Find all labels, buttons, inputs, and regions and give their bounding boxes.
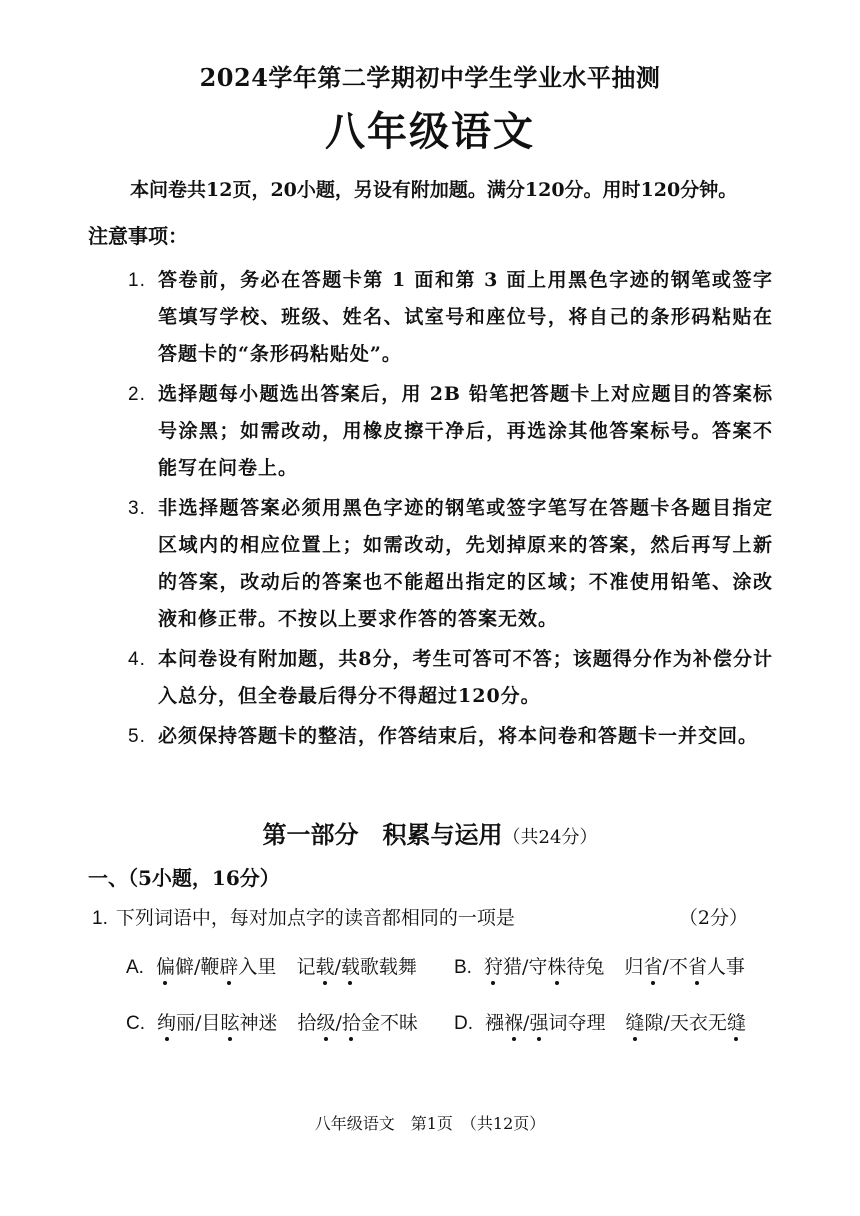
note-number: 5. <box>128 726 146 747</box>
dotted-char: 级 <box>316 1012 336 1034</box>
note-item <box>128 376 773 487</box>
option-a <box>126 952 417 979</box>
word-char: 词 <box>548 1012 568 1034</box>
slash: / <box>193 956 201 978</box>
page-title: 八年级语文 <box>325 108 535 155</box>
word-char: 隙 <box>644 1012 664 1034</box>
word-rest: 载舞 <box>378 956 417 978</box>
word-char: 记 <box>296 956 316 978</box>
section-score: （共24分） <box>502 827 598 848</box>
dotted-char: 省 <box>643 956 663 978</box>
dotted-char: 缝 <box>726 1012 746 1034</box>
slash: / <box>334 956 341 978</box>
word-char: 丽 <box>176 1012 196 1034</box>
dotted-char: 偏 <box>155 956 175 978</box>
exam-name: 2024学年第二学期初中学生学业水平抽测 <box>199 63 661 92</box>
option-d <box>454 1008 746 1035</box>
dotted-char: 载 <box>315 956 335 978</box>
note-number: 4. <box>128 649 146 670</box>
slash: / <box>335 1012 342 1034</box>
part-heading: 一、（5小题，16分） <box>88 866 280 890</box>
note-text: 非选择题答案必须用黑色字迹的钢笔或签字笔写在答题卡各题目指定区域内的相应位置上；如需改动，先划掉原来的答案，然后再写上新的答案，改动后的答案也不能超出指定的区域；不准使用铅笔、涂改液和修正带。不按以上要求作答的答案无效。 <box>158 497 773 630</box>
note-item <box>128 641 773 715</box>
note-number: 2. <box>128 384 146 405</box>
word-char: 猎 <box>502 956 522 978</box>
option-letter: A. <box>126 957 144 978</box>
dotted-char: 眩 <box>220 1012 240 1034</box>
dotted-char: 狩 <box>483 956 503 978</box>
word-rest: 人事 <box>706 956 745 978</box>
note-item <box>128 490 773 638</box>
dotted-char: 辟 <box>219 956 239 978</box>
word-char: 不 <box>668 956 688 978</box>
question-stem <box>92 903 752 930</box>
word-char: 归 <box>624 956 644 978</box>
slash: / <box>195 1012 202 1034</box>
word-char: 天衣无 <box>669 1012 727 1034</box>
word-char: 鞭 <box>200 956 220 978</box>
dotted-char: 守株待 <box>528 956 586 978</box>
option-letter: B. <box>454 957 472 978</box>
intro-text: 本问卷共12页，20小题，另设有附加题。满分120分。用时120分钟。 <box>130 179 738 201</box>
question-text: 下列词语中，每对加点字的读音都相同的一项是 <box>115 907 515 929</box>
dotted-char: 褓 <box>504 1012 524 1034</box>
word-char: 兔 <box>585 956 605 978</box>
slash: / <box>663 1012 670 1034</box>
word-char: 襁 <box>485 1012 505 1034</box>
slash: / <box>523 1012 530 1034</box>
section-title-text: 第一部分 积累与运用 <box>262 820 503 849</box>
option-c <box>126 1008 418 1035</box>
dotted-char: 拾 <box>341 1012 361 1034</box>
note-text: 选择题每小题选出答案后，用 2B 铅笔把答题卡上对应题目的答案标号涂黑；如需改动，用橡皮擦干净后，再选涂其他答案标号。答案不能写在问卷上。 <box>158 383 773 479</box>
dotted-char: 载 <box>340 956 360 978</box>
word-rest: 不昧 <box>379 1012 418 1034</box>
word-char: 金 <box>360 1012 380 1034</box>
question-points: （2分） <box>678 907 748 929</box>
option-letter: C. <box>126 1013 145 1034</box>
notes-list <box>128 262 773 758</box>
notes-heading: 注意事项： <box>88 224 188 248</box>
note-text: 必须保持答题卡的整洁，作答结束后，将本问卷和答题卡一并交回。 <box>158 725 759 747</box>
dotted-char: 强 <box>529 1012 549 1034</box>
note-item <box>128 262 773 373</box>
word-char: 僻 <box>174 956 194 978</box>
option-letter: D. <box>454 1013 473 1034</box>
page-footer: 八年级语文 第1页 （共12页） <box>314 1114 546 1133</box>
option-b <box>454 952 745 979</box>
slash: / <box>662 956 669 978</box>
note-number: 1. <box>128 270 146 291</box>
note-number: 3. <box>128 498 146 519</box>
word-char: 歌 <box>359 956 379 978</box>
note-text: 答卷前，务必在答题卡第 1 面和第 3 面上用黑色字迹的钢笔或签字笔填写学校、班级、姓名、试室号和座位号，将自己的条形码粘贴在答题卡的“条形码粘贴处”。 <box>158 269 773 365</box>
slash: / <box>521 956 529 978</box>
dotted-char: 绚 <box>157 1012 177 1034</box>
word-char: 拾 <box>297 1012 317 1034</box>
section-title <box>0 815 860 850</box>
question-number: 1. <box>92 908 108 929</box>
dotted-char: 省 <box>687 956 707 978</box>
word-rest: 神迷 <box>239 1012 278 1034</box>
note-text: 本问卷设有附加题，共8分，考生可答可不答；该题得分作为补偿分计入总分，但全卷最后得分不得超过120分。 <box>158 648 773 707</box>
dotted-char: 缝 <box>625 1012 645 1034</box>
note-item <box>128 718 773 755</box>
word-rest: 入里 <box>238 956 277 978</box>
word-rest: 夺理 <box>567 1012 606 1034</box>
word-char: 目 <box>201 1012 221 1034</box>
